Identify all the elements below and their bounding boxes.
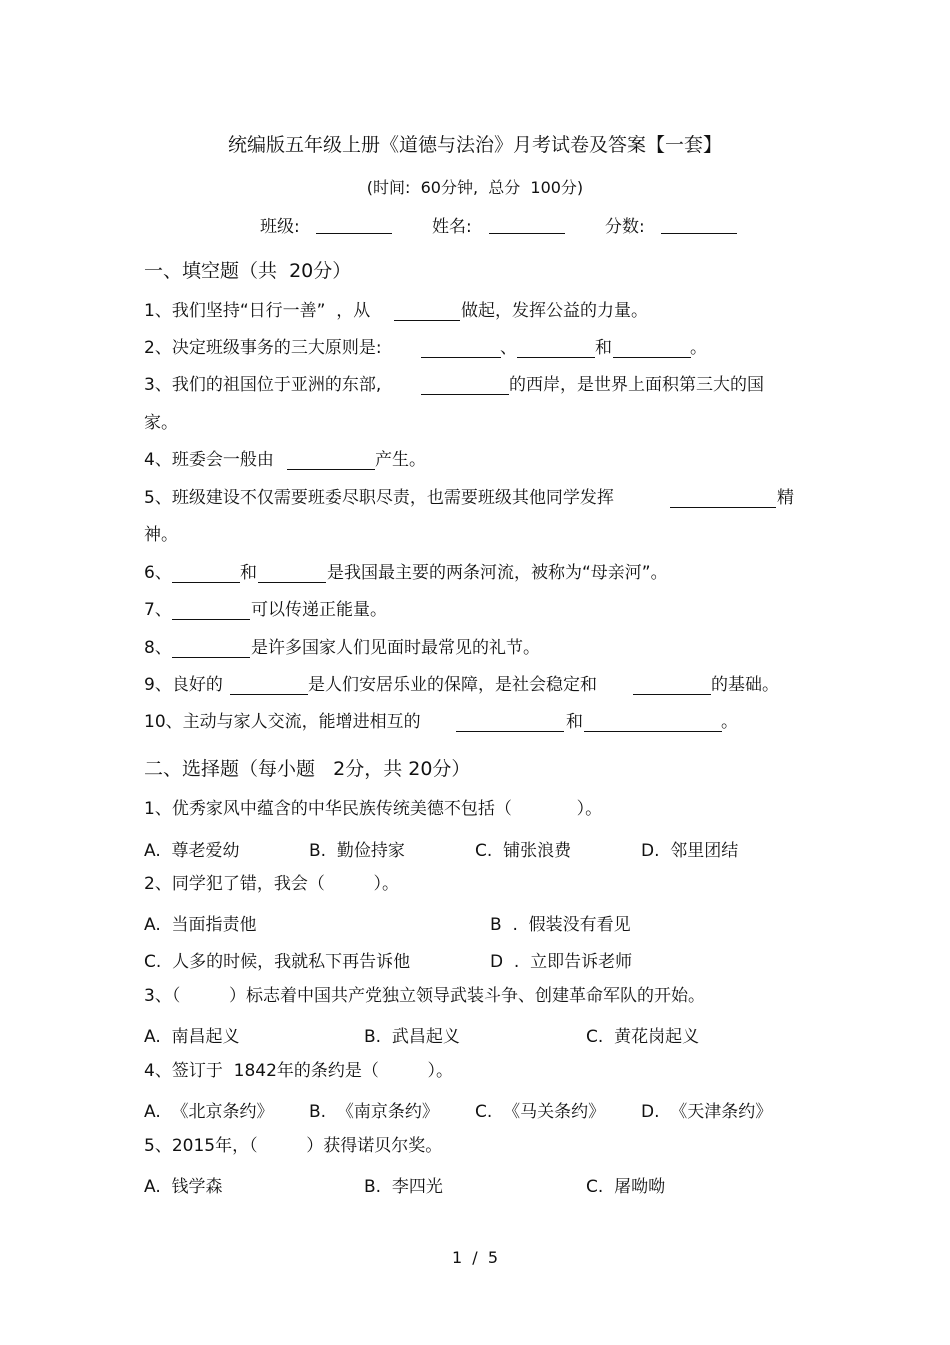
fill-q6-blank-1 [172, 582, 240, 583]
choice-q1-option-c[interactable]: C. 铺张浪费 [475, 841, 572, 861]
score-label: 分数: [605, 217, 645, 237]
fill-q2-blank-3 [613, 357, 691, 358]
choice-q5-option-a[interactable]: A. 钱学森 [144, 1177, 223, 1197]
fill-q1-text-b: 做起，发挥公益的力量。 [461, 301, 648, 321]
fill-q3-text-c: 家。 [144, 413, 178, 433]
choice-q5-option-c[interactable]: C. 屠呦呦 [586, 1177, 666, 1197]
fill-q10-blank-2 [584, 731, 722, 732]
fill-q1-text-a: 1、我们坚持“日行一善” ，从 [144, 301, 371, 321]
fill-q6-blank-2 [258, 582, 326, 583]
choice-q5-stem: 5、2015年，（ ）获得诺贝尔奖。 [144, 1136, 443, 1156]
exam-title: 统编版五年级上册《道德与法治》月考试卷及答案【一套】 [227, 134, 722, 156]
choice-q1-option-b[interactable]: B. 勤俭持家 [309, 841, 405, 861]
fill-q10-text-a: 10、主动与家人交流，能增进相互的 [144, 712, 421, 732]
choice-q2-option-c[interactable]: C. 人多的时候，我就私下再告诉他 [144, 952, 411, 972]
fill-q2-sep: 、 [500, 338, 517, 358]
choice-q3-stem: 3、（ ）标志着中国共产党独立领导武装斗争、创建革命军队的开始。 [144, 986, 705, 1006]
section-1-heading: 一、填空题（共 20分） [144, 260, 352, 282]
fill-q9-text-c: 的基础。 [711, 675, 779, 695]
fill-q8-num: 8、 [144, 638, 172, 658]
choice-q4-option-b[interactable]: B. 《南京条约》 [309, 1102, 439, 1122]
choice-q3-option-a[interactable]: A. 南昌起义 [144, 1027, 240, 1047]
fill-q5-text-a: 5、班级建设不仅需要班委尽职尽责，也需要班级其他同学发挥 [144, 488, 614, 508]
fill-q9-blank-2 [633, 694, 711, 695]
fill-q6-text: 是我国最主要的两条河流，被称为“母亲河”。 [327, 563, 668, 583]
fill-q2-text-a: 2、决定班级事务的三大原则是: [144, 338, 382, 358]
fill-q10-and: 和 [566, 712, 583, 732]
fill-q8-blank [172, 657, 250, 658]
choice-q2-option-d[interactable]: D . 立即告诉老师 [490, 952, 633, 972]
section-2-heading: 二、选择题（每小题 2分，共 20分） [144, 758, 471, 780]
page-number: 1 / 5 [451, 1248, 499, 1267]
choice-q4-option-a[interactable]: A. 《北京条约》 [144, 1102, 274, 1122]
choice-q1-stem: 1、优秀家风中蕴含的中华民族传统美德不包括（ ）。 [144, 799, 603, 819]
choice-q2-stem: 2、同学犯了错，我会（ ）。 [144, 874, 399, 894]
fill-q10-blank-1 [456, 731, 564, 732]
fill-q1-blank [394, 320, 460, 321]
choice-q4-stem: 4、签订于 1842年的条约是（ ）。 [144, 1061, 454, 1081]
name-label: 姓名: [432, 217, 472, 237]
fill-q6-and: 和 [240, 563, 257, 583]
fill-q4-blank [287, 469, 375, 470]
fill-q4-text-a: 4、班委会一般由 [144, 450, 274, 470]
fill-q2-and: 和 [595, 338, 612, 358]
fill-q5-blank [670, 507, 776, 508]
fill-q5-text-b: 精 [777, 488, 794, 508]
fill-q5-text-c: 神。 [144, 525, 178, 545]
exam-subtitle: (时间: 60分钟, 总分 100分) [366, 178, 584, 197]
fill-q2-end: 。 [690, 338, 707, 358]
choice-q2-option-b[interactable]: B . 假装没有看见 [490, 915, 631, 935]
choice-q1-option-a[interactable]: A. 尊老爱幼 [144, 841, 240, 861]
score-field[interactable] [661, 233, 737, 234]
fill-q7-num: 7、 [144, 600, 172, 620]
class-label: 班级: [260, 217, 300, 237]
fill-q3-blank [421, 394, 509, 395]
fill-q9-text-a: 9、良好的 [144, 675, 223, 695]
fill-q7-blank [172, 619, 250, 620]
fill-q7-text: 可以传递正能量。 [251, 600, 387, 620]
fill-q3-text-b: 的西岸，是世界上面积第三大的国 [509, 375, 764, 395]
choice-q5-option-b[interactable]: B. 李四光 [364, 1177, 443, 1197]
choice-q3-option-c[interactable]: C. 黄花岗起义 [586, 1027, 700, 1047]
choice-q3-option-b[interactable]: B. 武昌起义 [364, 1027, 460, 1047]
class-field[interactable] [316, 233, 392, 234]
fill-q9-text-b: 是人们安居乐业的保障，是社会稳定和 [308, 675, 597, 695]
fill-q2-blank-2 [517, 357, 595, 358]
fill-q2-blank-1 [421, 357, 501, 358]
choice-q1-option-d[interactable]: D. 邻里团结 [641, 841, 739, 861]
fill-q8-text: 是许多国家人们见面时最常见的礼节。 [251, 638, 540, 658]
name-field[interactable] [489, 233, 565, 234]
fill-q9-blank-1 [230, 694, 308, 695]
fill-q6-num: 6、 [144, 563, 172, 583]
choice-q4-option-c[interactable]: C. 《马关条约》 [475, 1102, 606, 1122]
fill-q3-text-a: 3、我们的祖国位于亚洲的东部, [144, 375, 382, 395]
choice-q2-option-a[interactable]: A. 当面指责他 [144, 915, 257, 935]
choice-q4-option-d[interactable]: D. 《天津条约》 [641, 1102, 773, 1122]
fill-q10-end: 。 [721, 712, 738, 732]
fill-q4-text-b: 产生。 [375, 450, 426, 470]
